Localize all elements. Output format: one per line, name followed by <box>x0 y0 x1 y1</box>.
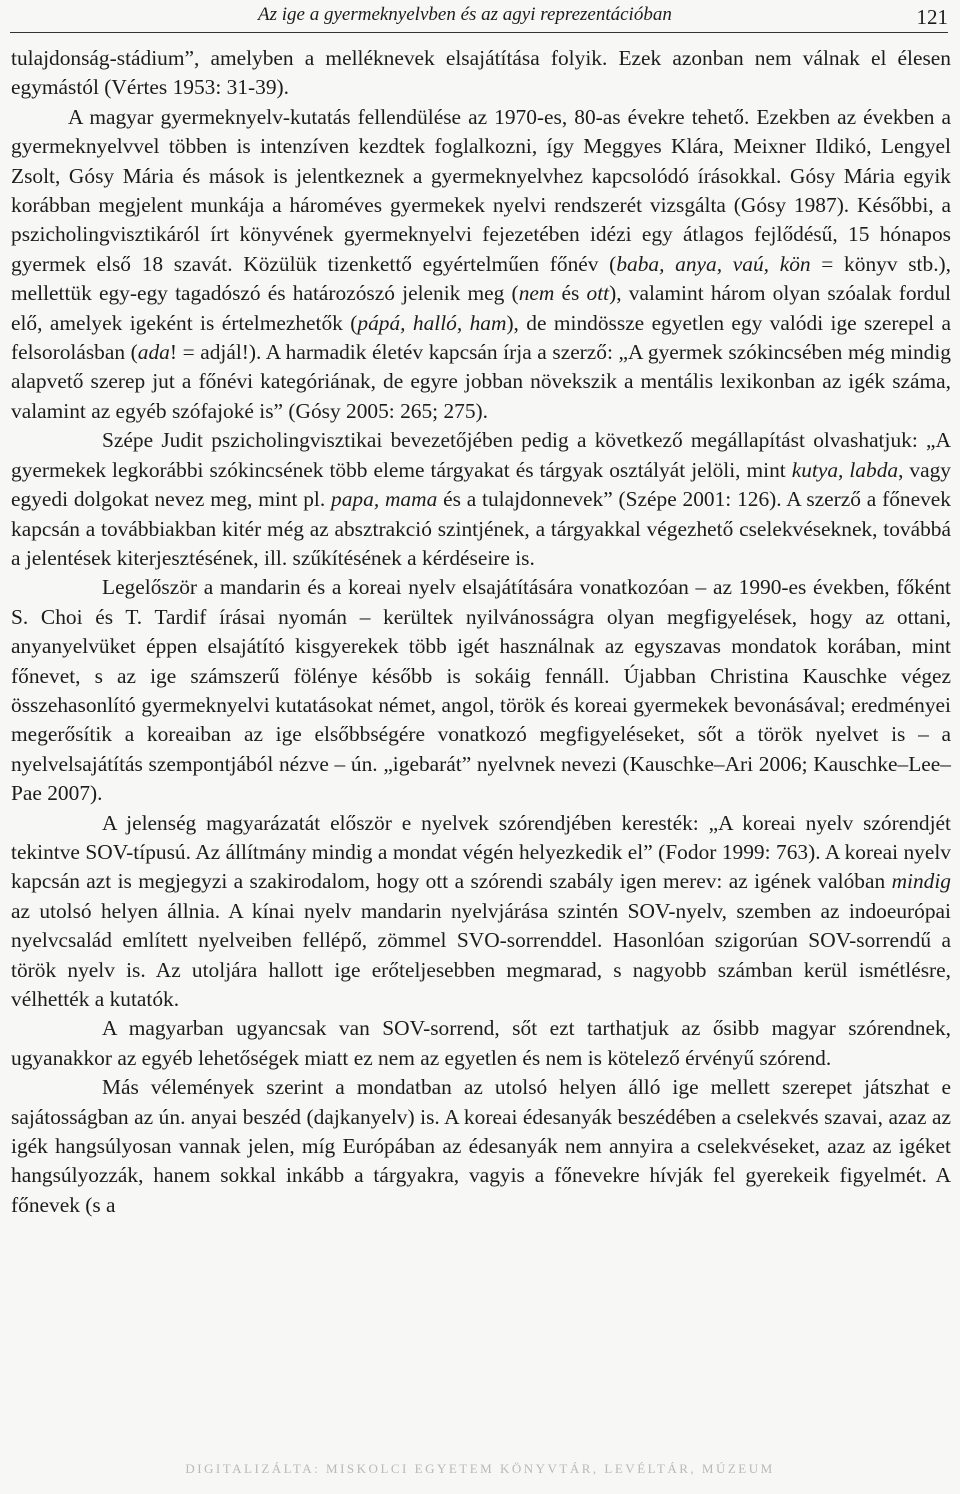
italic-example-text: ott <box>586 281 610 306</box>
text-run: = könyv stb.), mellettük egy-egy tagadószó és határozószó jelenik meg ( <box>11 251 952 306</box>
text-run: Szépe Judit pszicholingvisztikai bevezetőjében pedig a következő megállapítást olvashatjuk: „A gyermekek legkorábbi szókincsének több eleme tárgyakat és tárgyak osztályát jelöli, mint <box>11 428 951 482</box>
body-text <box>11 44 951 1220</box>
italic-example-text: ada <box>137 340 170 365</box>
text-run: és a tulajdonnevek” (Szépe 2001: 126). A szerző a főnevek kapcsán a továbbiakban kitér még az absztrakció szintjének, a tárgyakkal végezhető cselekvéseknek, továbbá a jelentések kiterjesztésének, ill. szűkítésének a kérdéseire is. <box>11 487 951 570</box>
paragraph-5 <box>11 809 951 1015</box>
text-run: tulajdonság-stádium”, amelyben a melléknevek elsajátítása folyik. Ezek azonban nem válnak el élesen egymástól (Vértes 1953: 31-39). <box>11 46 951 100</box>
italic-example-text: mindig <box>891 869 951 894</box>
paragraph-3 <box>11 426 951 573</box>
paragraph-7 <box>11 1073 951 1220</box>
text-run: Más vélemények szerint a mondatban az utolsó helyen álló ige mellett szerepet játszhat e sajátosságban az ún. anyai beszéd (dajkanyelv) is. A koreai édesanyák beszédében a cselekvés szavai, azaz az igék hangsúlyosan vannak jelen, míg Európában az édesanyák nem annyira a cselekvéseket, azaz az igéket hangsúlyozzák, hanem sokkal inkább a tárgyakra, vagyis a főnevekre hívják fel gyerekeik figyelmét. A főnevek (s a <box>11 1075 951 1217</box>
italic-example-text: baba, anya, vaú, kön <box>616 251 811 276</box>
text-run: A jelenség magyarázatát először e nyelvek szórendjében keresték: „A koreai nyelv szórendjét tekintve SOV-típusú. Az állítmány mindig a mondat végén helyezkedik el” (Fodor 1999: 763). A koreai nyelv kapcsán azt is megjegyzi a szakirodalom, hogy ott a szórendi szabály igen merev: az igének valóban <box>11 810 951 894</box>
paragraph-1 <box>11 44 951 103</box>
text-run: A magyar gyermeknyelv-kutatás fellendülése az 1970-es, 80-as évekre tehető. Ezekben az években a gyermeknyelvvel többen is intenzíven kezdtek foglalkozni, így Meggyes Klára, Meixner Ildikó, Lengyel Zsolt, Gósy Mária és mások is jelentkeznek a gyermeknyelvhez kapcsolódó írásokkal. Gósy Mária egyik korábban megjelent munkája a hároméves gyermekek nyelvi rendszerét vizsgálta (Gósy 1987). Későbbi, a pszicholingvisztikáról írt könyvének gyermeknyelvi fejezetében idézi egy átlagos fejlődésű, 15 hónapos gyermek első 18 szavát. Közülük tizenkettő egyértelműen főnév ( <box>11 104 951 276</box>
text-run: ), de mindössze egyetlen egy valódi ige szerepel a felsorolásban ( <box>11 310 951 365</box>
paragraph-2 <box>11 103 951 426</box>
page-header <box>10 2 948 33</box>
running-title: Az ige a gyermeknyelvben és az agyi reprezentációban <box>258 4 672 25</box>
page-number: 121 <box>916 5 948 29</box>
italic-example-text: papa, mama <box>331 487 438 512</box>
text-run: Legelőször a mandarin és a koreai nyelv elsajátítására vonatkozóan – az 1990-es években, főként S. Choi és T. Tardif írásai nyomán – kerültek nyilvánosságra olyan megfigyelések, hogy az ottani, anyanyelvüket éppen elsajátító kisgyerekek több igét használnak az egyszavas mondatok korában, mint főnevet, s az ige számszerű fölénye később is sokáig fennáll. Újabban Christina Kauschke végez összehasonlító gyermeknyelvi kutatásokat német, angol, török és koreai gyermekek bevonásával; eredményei megerősítik a koreaiban az ige elsőbbségére vonatkozó megfigyeléseket, sőt a török nyelvet is – a nyelvelsajátítás szempontjából nézve – ún. „igebarát” nyelvnek nevezi (Kauschke–Ari 2006; Kauschke–Lee–Pae 2007). <box>11 575 951 806</box>
text-run: az utolsó helyen állnia. A kínai nyelv mandarin nyelvjárása szintén SOV-nyelv, szemben az indoeurópai nyelvcsalád említett nyelveiben fellépő, zömmel SVO-sorrenddel. Hasonlóan szigorúan SOV-sorrendű a török nyelv is. Az utoljára hallott ige erőteljesebben megmarad, s nagyobb számban kerül ismétlésre, vélhették a kutatók. <box>11 898 951 1011</box>
italic-example-text: nem <box>518 281 555 306</box>
paragraph-6 <box>11 1014 951 1073</box>
text-run: ! = adjál!). A harmadik életév kapcsán írja a szerző: „A gyermek szókincsében még mindig alapvető szerep jut a főnévi kategóriának, de egyre jobban növekszik a mentális lexikonban az igék száma, valamint az egyéb szófajoké is” (Gósy 2005: 265; 275). <box>11 340 951 423</box>
paragraph-4 <box>11 573 951 808</box>
digitization-watermark: DIGITALIZÁLTA: MISKOLCI EGYETEM KÖNYVTÁR, LEVÉLTÁR, MÚZEUM <box>185 1461 775 1476</box>
italic-example-text: pápá, halló, ham <box>357 310 507 335</box>
text-run: ), valamint három olyan szóalak fordul elő, amelyek igeként is értelmezhetők ( <box>11 281 951 335</box>
text-run: , vagy egyedi dolgokat nevez meg, mint pl. <box>11 457 951 512</box>
text-run: A magyarban ugyancsak van SOV-sorrend, sőt ezt tarthatjuk az ősibb magyar szórendnek, ugyanakkor az egyéb lehetőségek miatt ez nem az egyetlen és nem is kötelező érvényű szórend. <box>11 1016 951 1070</box>
text-run: és <box>554 281 587 306</box>
italic-example-text: kutya, labda <box>791 457 899 482</box>
